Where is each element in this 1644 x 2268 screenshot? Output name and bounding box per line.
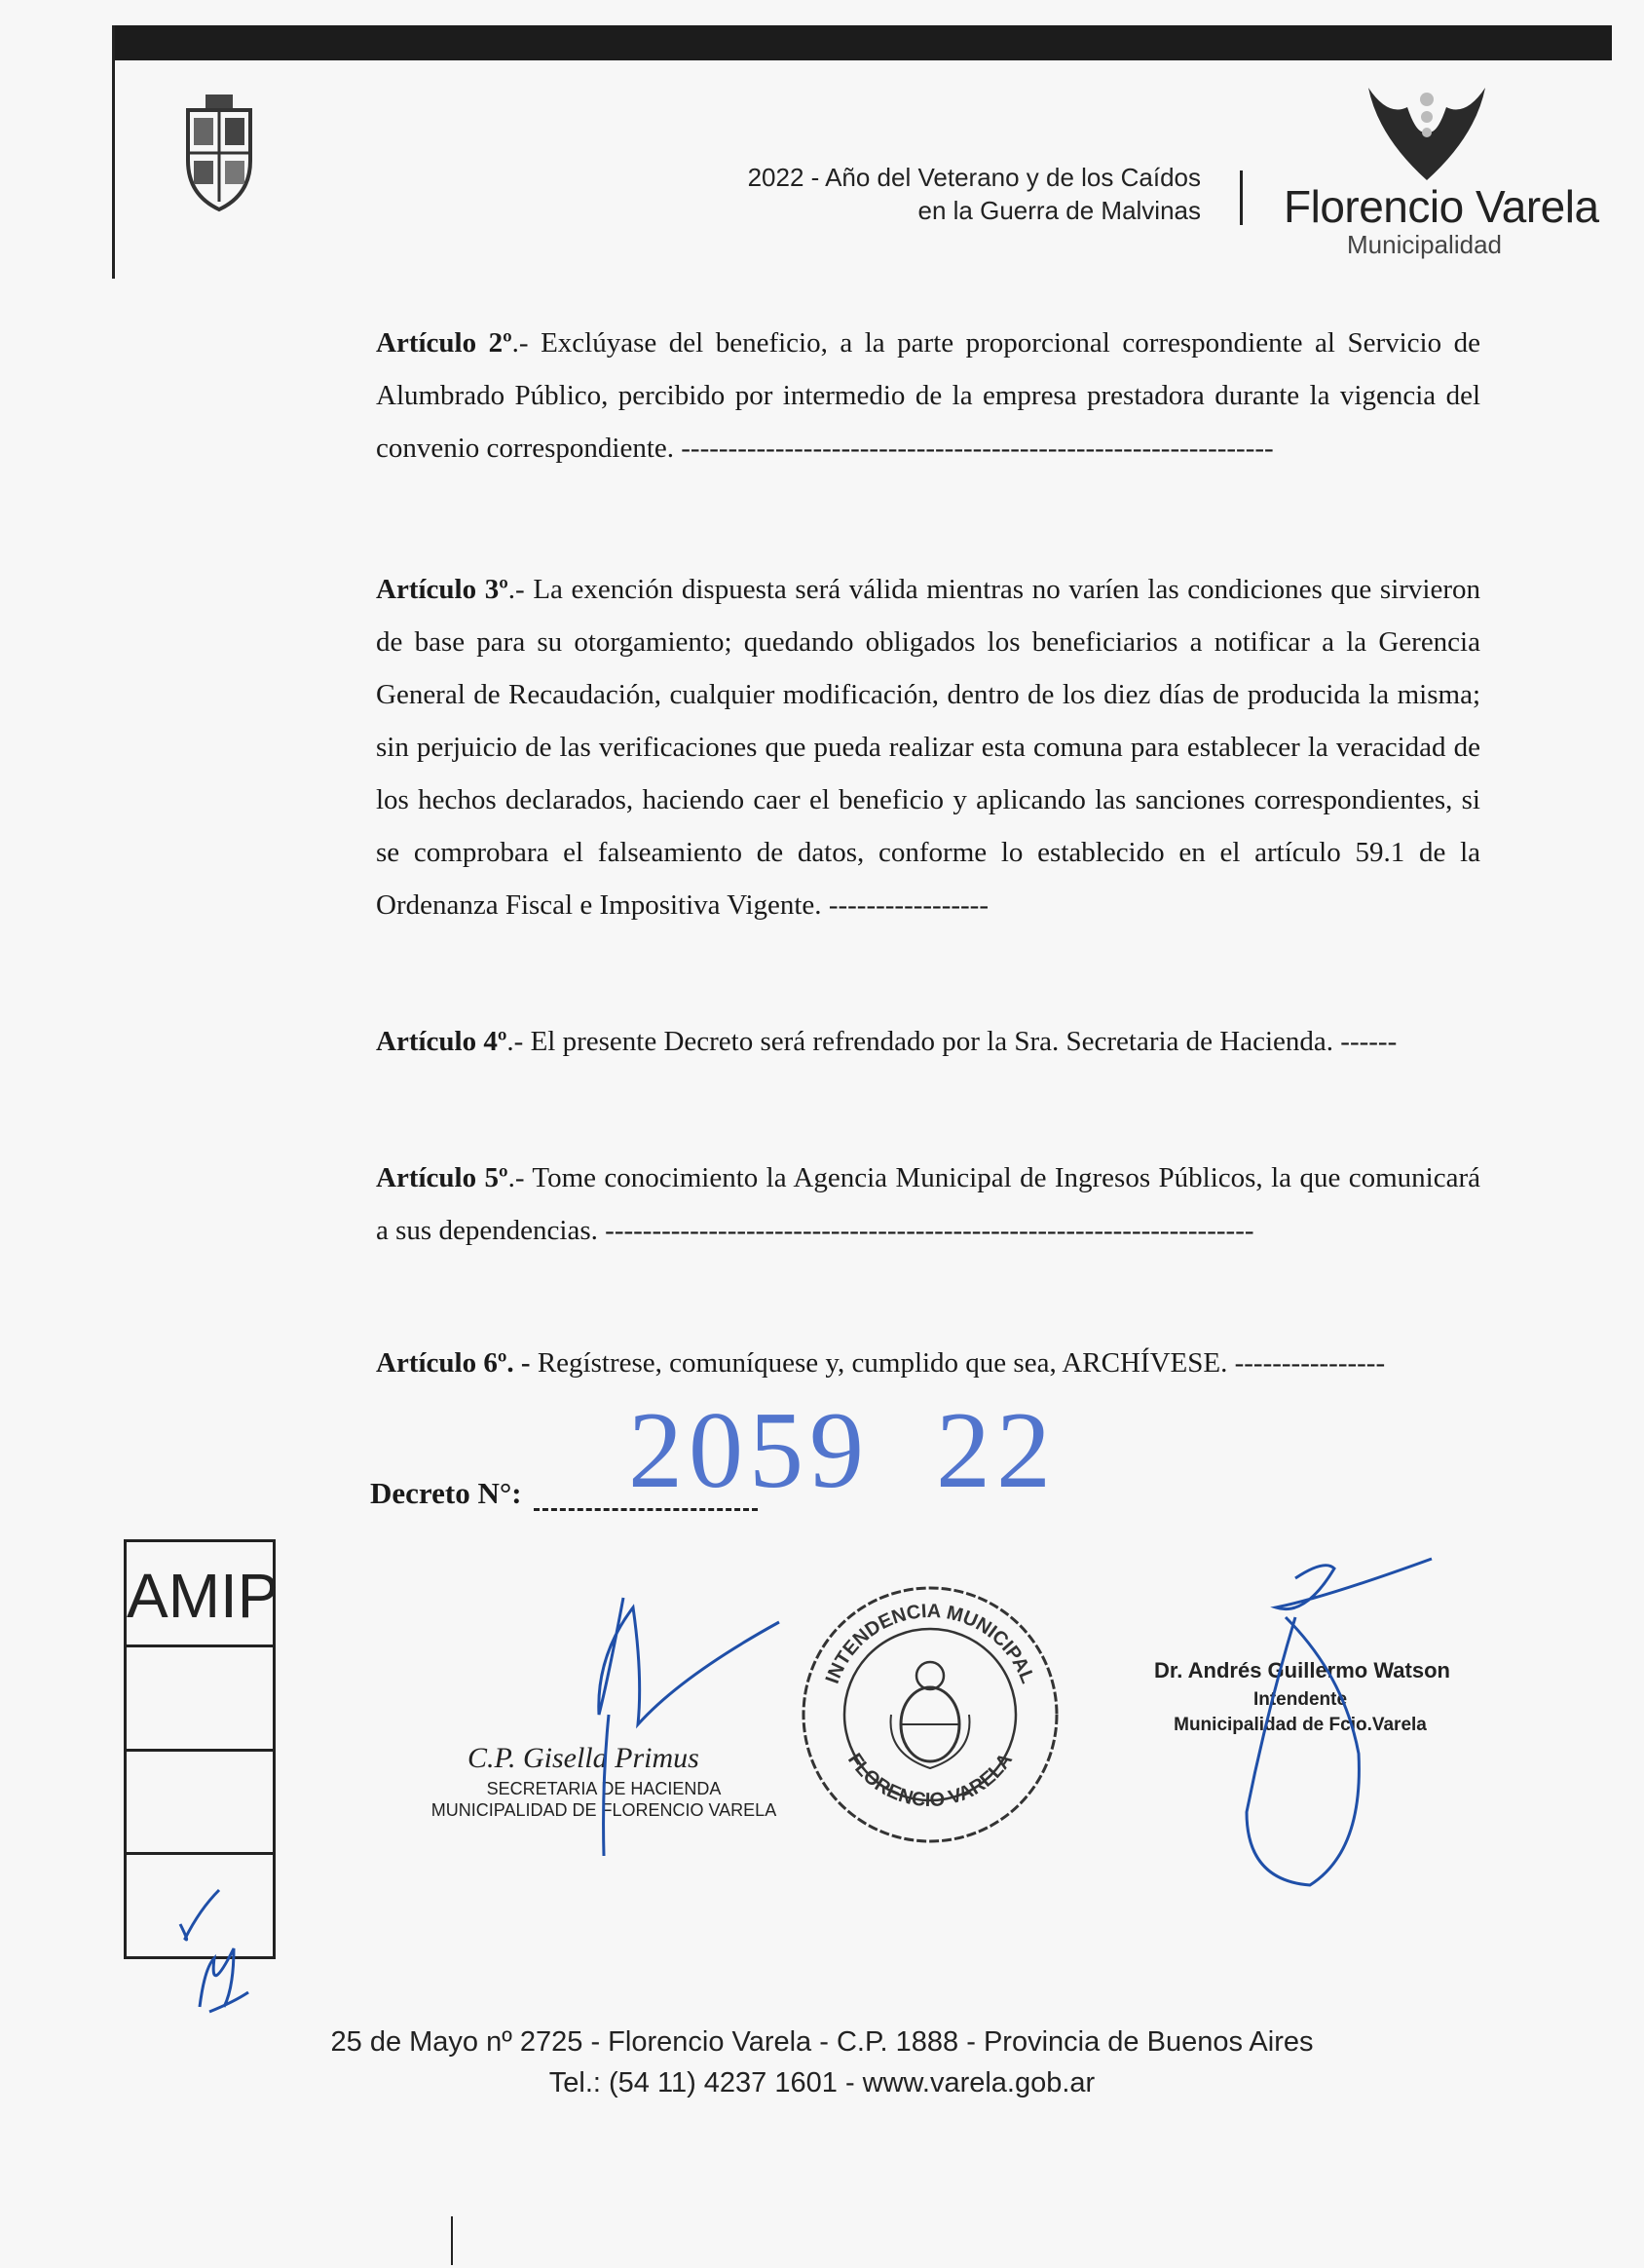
left-role-line-2: MUNICIPALIDAD DE FLORENCIO VARELA [430, 1800, 777, 1820]
right-signatory-name: Dr. Andrés Guillermo Watson [1154, 1658, 1450, 1682]
article-label: Artículo 2º [376, 327, 512, 359]
article-dashes: ---------------- [1234, 1347, 1386, 1379]
left-signatory-role [409, 1778, 799, 1821]
motto-line-1: 2022 - Año del Veterano y de los Caídos [747, 163, 1201, 192]
amip-row-divider [127, 1749, 273, 1752]
brand-name: Florencio Varela [1284, 181, 1599, 232]
article-text: .- Tome conocimiento la Agencia Municipal de Ingresos Públicos, la que comunicará a sus dependencias. [376, 1162, 1480, 1246]
scan-top-bar [112, 25, 1612, 60]
article-text: .- Exclúyase del beneficio, a la parte proporcional correspondiente al Servicio de Alumbrado Público, percibido por intermedio de la empresa prestadora durante la vigencia del convenio correspondiente. [376, 327, 1480, 464]
article-label: Artículo 3º [376, 574, 508, 605]
article-dashes: ----------------- [828, 889, 989, 921]
article-2 [376, 317, 1480, 474]
page-footer [0, 2022, 1644, 2103]
amip-row-divider [127, 1644, 273, 1647]
footer-contact: Tel.: (54 11) 4237 1601 - www.varela.gob.ar [548, 2067, 1096, 2098]
article-3 [376, 563, 1480, 931]
article-label: Artículo 4º [376, 1026, 507, 1057]
svg-text:FLORENCIO VARELA [843, 1750, 1017, 1811]
decree-number-stamp: 2059 22 [628, 1390, 1057, 1511]
footer-address: 25 de Mayo nº 2725 - Florencio Varela - C.P. 1888 - Provincia de Buenos Aires [330, 2026, 1314, 2058]
right-role-line-2: Municipalidad de Fcio.Varela [1174, 1715, 1427, 1735]
article-text: .- La exención dispuesta será válida mientras no varíen las condiciones que sirvieron de base para su otorgamiento; quedando obligados los beneficiarios a notificar a la Gerencia General de Recaudación, cualquier modificación, dentro de los diez días de producida la misma; sin perjuicio de las verificaciones que pueda realizar esta comuna para establecer la veracidad de los hechos declarados, haciendo caer el beneficio y aplicando las sanciones correspondientes, si se comprobara el falseamiento de datos, conforme lo establecido en el artículo 59.1 de la Ordenanza Fiscal e Impositiva Vigente. [376, 574, 1480, 921]
article-4 [376, 1015, 1480, 1068]
article-label: Artículo 6º. - [376, 1347, 531, 1379]
scan-bottom-mark [451, 2216, 453, 2265]
municipal-seal [794, 1578, 1066, 1851]
article-dashes: --------------------------------------------------------------------- [605, 1215, 1254, 1246]
amip-row-divider [127, 1852, 273, 1855]
decree-label: Decreto N°: [370, 1476, 522, 1510]
article-dashes: ------ [1340, 1026, 1398, 1057]
decree-blank-line [534, 1508, 758, 1511]
seal-bottom-text: FLORENCIO VARELA [843, 1749, 1018, 1812]
brand-subtitle: Municipalidad [1347, 230, 1502, 259]
header-separator [1240, 170, 1243, 225]
article-dashes: --------------------------------------------------------------- [681, 433, 1274, 464]
header-motto [748, 161, 1201, 227]
left-role-line-1: SECRETARIA DE HACIENDA [486, 1779, 722, 1798]
right-role-line-1: Intendente [1252, 1689, 1348, 1710]
seal-top-text: INTENDENCIA MUNICIPAL [821, 1600, 1039, 1687]
scan-left-line [112, 25, 115, 279]
article-text: Regístrese, comuníquese y, cumplido que sea, ARCHÍVESE. [530, 1347, 1228, 1379]
amip-stamp-box [124, 1539, 280, 1959]
article-5 [376, 1152, 1480, 1257]
amip-title: AMIP [127, 1561, 280, 1631]
municipal-crest-icon [180, 93, 258, 214]
article-text: .- El presente Decreto será refrendado por la Sra. Secretaria de Hacienda. [506, 1026, 1334, 1057]
article-label: Artículo 5º [376, 1162, 508, 1193]
article-6 [376, 1337, 1480, 1389]
florencio-varela-logo-icon [1349, 78, 1505, 185]
motto-line-2: en la Guerra de Malvinas [917, 196, 1201, 225]
national-coat-of-arms-icon [891, 1662, 970, 1768]
right-signatory-role [1149, 1687, 1451, 1738]
left-signatory-name: C.P. Gisella Primus [467, 1742, 699, 1774]
